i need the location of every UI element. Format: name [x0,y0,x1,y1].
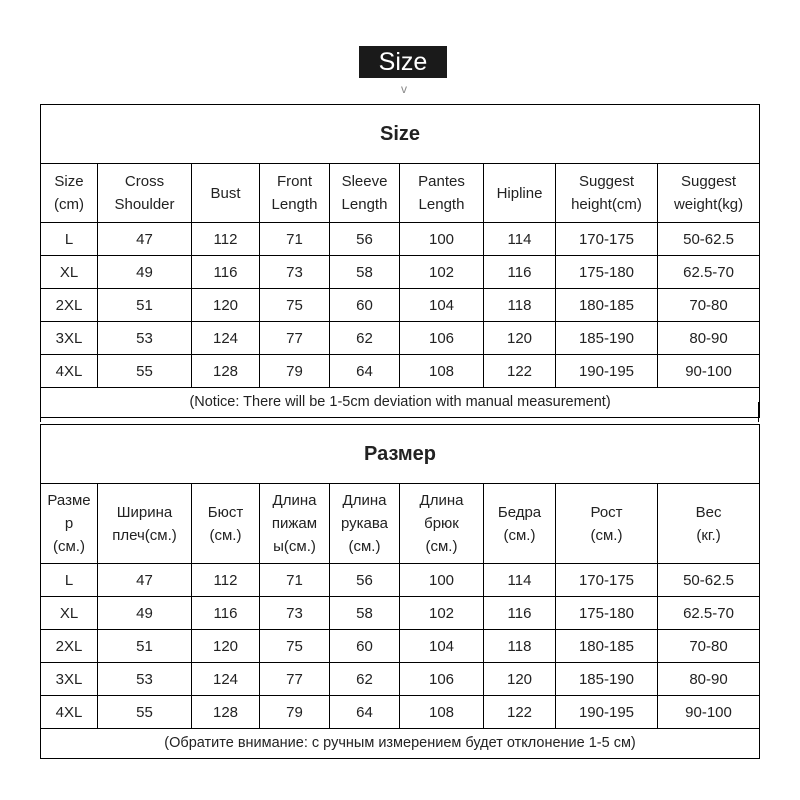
table-cell: 55 [98,355,192,388]
table-cell: L [41,223,98,256]
column-header: Size (cm) [41,164,98,223]
column-header: Suggest weight(kg) [658,164,760,223]
table-cell: 73 [260,256,330,289]
table-cell: 90-100 [658,696,760,729]
table-cell: 170-175 [556,223,658,256]
table-gap [40,402,759,422]
table-cell: 75 [260,630,330,663]
size-banner: Size [359,46,447,78]
table-cell: XL [41,256,98,289]
table-cell: 71 [260,564,330,597]
table-cell: 75 [260,289,330,322]
table-row [41,663,760,696]
table-cell: 4XL [41,696,98,729]
table-title: Размер [41,425,760,484]
table-cell: 79 [260,355,330,388]
column-header: Разме р (см.) [41,484,98,564]
table-cell: 58 [330,597,400,630]
size-table-russian [40,424,760,759]
header-row [41,164,760,223]
table-cell: 106 [400,322,484,355]
table-cell: 124 [192,322,260,355]
column-header: Suggest height(cm) [556,164,658,223]
table-cell: 80-90 [658,663,760,696]
table-cell: 190-195 [556,696,658,729]
table-cell: 116 [192,597,260,630]
column-header: Длина рукава (см.) [330,484,400,564]
table-cell: 180-185 [556,289,658,322]
table-cell: 175-180 [556,256,658,289]
table-row [41,322,760,355]
table-title: Size [41,105,760,164]
table-cell: 114 [484,564,556,597]
table-cell: 120 [192,289,260,322]
table-cell: 3XL [41,322,98,355]
table-cell: 77 [260,322,330,355]
table-cell: 175-180 [556,597,658,630]
table-cell: 128 [192,355,260,388]
notice-row [41,729,760,759]
table-cell: 122 [484,355,556,388]
table-cell: 50-62.5 [658,223,760,256]
table-cell: 116 [484,597,556,630]
table-cell: 47 [98,564,192,597]
table-cell: 102 [400,256,484,289]
table-cell: 122 [484,696,556,729]
table-cell: 3XL [41,663,98,696]
table-cell: 108 [400,355,484,388]
table-cell: 118 [484,289,556,322]
column-header: Hipline [484,164,556,223]
table-row [41,630,760,663]
table-cell: 53 [98,322,192,355]
column-header: Pantes Length [400,164,484,223]
column-header: Вес (кг.) [658,484,760,564]
table-row [41,355,760,388]
table-cell: 124 [192,663,260,696]
table-row [41,223,760,256]
column-header: Рост (см.) [556,484,658,564]
table-cell: 60 [330,289,400,322]
column-header: Бедра (см.) [484,484,556,564]
table-cell: 106 [400,663,484,696]
table-cell: 53 [98,663,192,696]
table-cell: 100 [400,223,484,256]
table-cell: 62.5-70 [658,256,760,289]
table-cell: 64 [330,355,400,388]
table-cell: 51 [98,630,192,663]
table-cell: 104 [400,289,484,322]
table-cell: 58 [330,256,400,289]
table-cell: 55 [98,696,192,729]
table-row [41,256,760,289]
table-cell: 70-80 [658,289,760,322]
column-header: Cross Shoulder [98,164,192,223]
table-cell: 112 [192,223,260,256]
table-cell: 4XL [41,355,98,388]
table-cell: 2XL [41,289,98,322]
table-cell: 79 [260,696,330,729]
table-cell: 71 [260,223,330,256]
table-cell: XL [41,597,98,630]
column-header: Bust [192,164,260,223]
table-row [41,564,760,597]
table-cell: 56 [330,564,400,597]
column-header: Front Length [260,164,330,223]
table-cell: 108 [400,696,484,729]
table-cell: 62.5-70 [658,597,760,630]
column-header: Бюст (см.) [192,484,260,564]
table-row [41,696,760,729]
table-cell: 56 [330,223,400,256]
table-cell: 49 [98,256,192,289]
table-cell: 120 [484,663,556,696]
table-cell: 128 [192,696,260,729]
table-cell: 185-190 [556,663,658,696]
table-cell: 51 [98,289,192,322]
table-cell: 50-62.5 [658,564,760,597]
table-cell: 80-90 [658,322,760,355]
table-cell: 104 [400,630,484,663]
title-row [41,425,760,484]
table-cell: 70-80 [658,630,760,663]
table-cell: 120 [192,630,260,663]
table-cell: 64 [330,696,400,729]
table-cell: 116 [484,256,556,289]
table-cell: 116 [192,256,260,289]
title-row [41,105,760,164]
table-cell: 77 [260,663,330,696]
table-cell: 170-175 [556,564,658,597]
table-row [41,597,760,630]
table-cell: 180-185 [556,630,658,663]
table-cell: 114 [484,223,556,256]
table-cell: 185-190 [556,322,658,355]
table-cell: 90-100 [658,355,760,388]
table-cell: 118 [484,630,556,663]
table-cell: 47 [98,223,192,256]
column-header: Ширина плеч(см.) [98,484,192,564]
table-cell: L [41,564,98,597]
table-cell: 62 [330,663,400,696]
chevron-down-icon: v [401,82,407,96]
table-cell: 100 [400,564,484,597]
header-row [41,484,760,564]
table-cell: 73 [260,597,330,630]
table-cell: 60 [330,630,400,663]
table-cell: 120 [484,322,556,355]
column-header: Длина брюк (см.) [400,484,484,564]
table-cell: 2XL [41,630,98,663]
measurement-notice: (Обратите внимание: с ручным измерением будет отклонение 1-5 см) [41,729,760,759]
column-header: Длина пижам ы(см.) [260,484,330,564]
table-cell: 112 [192,564,260,597]
table-cell: 62 [330,322,400,355]
table-cell: 102 [400,597,484,630]
table-row [41,289,760,322]
table-cell: 190-195 [556,355,658,388]
table-cell: 49 [98,597,192,630]
size-table-english [40,104,760,418]
column-header: Sleeve Length [330,164,400,223]
measurement-notice: (Notice: There will be 1-5cm deviation with manual measurement) [41,388,760,418]
